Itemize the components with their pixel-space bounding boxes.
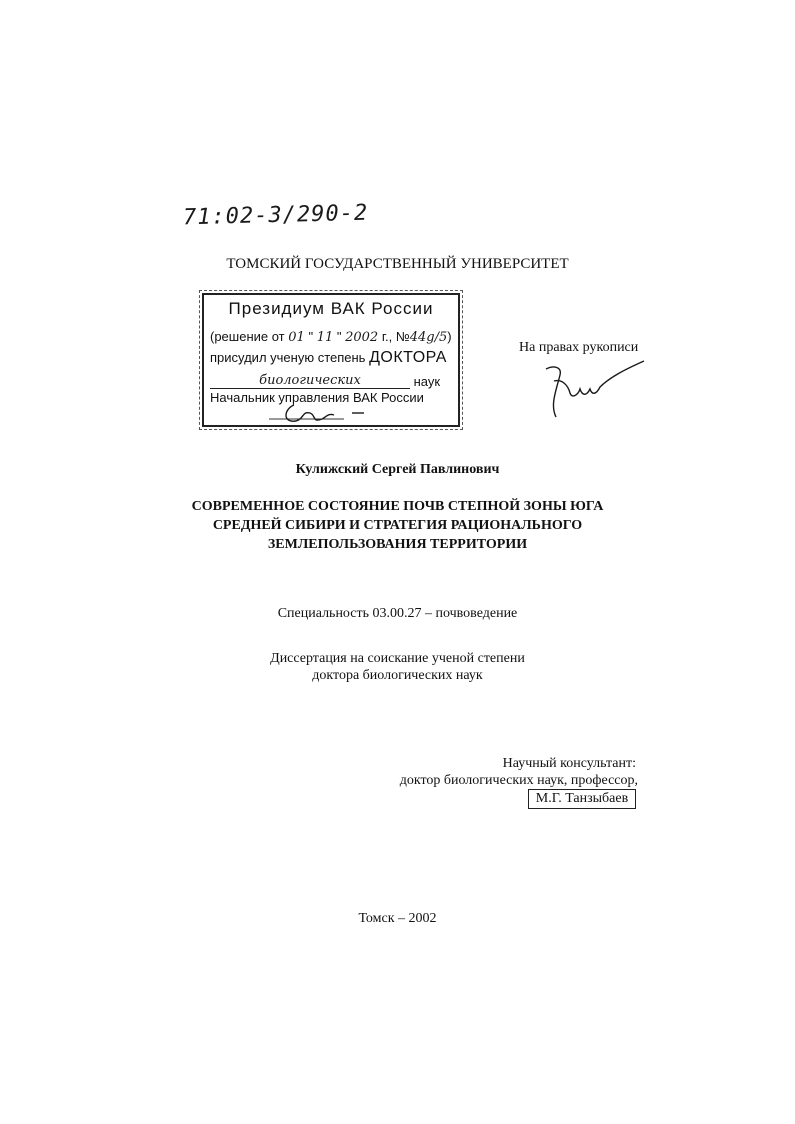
stamp-decision-line: (решение от 01 " 11 " 2002 г., №44g/5) (210, 329, 452, 345)
stamp-awarded-line (210, 349, 447, 367)
handwritten-signature (540, 355, 650, 425)
degree-line: Диссертация на соискание ученой степени (270, 651, 525, 666)
manuscript-rights-note: На правах рукописи (519, 340, 639, 355)
speciality: Специальность 03.00.27 – почвоведение (277, 606, 518, 621)
stamp-decision-number: 44g/5 (409, 330, 448, 345)
advisor-name: М.Г. Танзыбаев (528, 789, 636, 809)
dissertation-title (0, 497, 795, 554)
title-line: СОВРЕМЕННОЕ СОСТОЯНИЕ ПОЧВ СТЕПНОЙ ЗОНЫ ЮГА (191, 499, 604, 514)
stamp-decision-year: 2002 (345, 330, 379, 345)
stamp-decision-day: 01 (288, 330, 305, 345)
title-line: ЗЕМЛЕПОЛЬЗОВАНИЯ ТЕРРИТОРИИ (267, 537, 528, 552)
stamp-awarded-text: присудил ученую степень (210, 350, 366, 365)
stamp-signature (264, 399, 384, 425)
degree-line: доктора биологических наук (312, 668, 483, 683)
stamp-decision-month: 11 (316, 330, 334, 345)
university-name: ТОМСКИЙ ГОСУДАРСТВЕННЫЙ УНИВЕРСИТЕТ (226, 256, 569, 272)
stamp-degree: ДОКТОРА (369, 349, 447, 366)
stamp-decision-close: ) (447, 329, 452, 344)
stamp-head-line: Начальник управления ВАК России (210, 390, 424, 405)
degree-statement (0, 650, 795, 684)
advisor-role: Научный консультант: (502, 756, 636, 771)
title-line: СРЕДНЕЙ СИБИРИ И СТРАТЕГИЯ РАЦИОНАЛЬНОГО (212, 518, 583, 533)
author-name: Кулижский Сергей Павлинович (295, 462, 500, 477)
stamp-field-suffix: наук (413, 374, 441, 389)
vak-stamp (202, 293, 460, 427)
stamp-title: Президиум ВАК России (228, 299, 434, 318)
stamp-decision-prefix: (решение от (210, 329, 285, 344)
advisor-title: доктор биологических наук, профессор, (399, 773, 638, 788)
stamp-field-line (210, 372, 440, 389)
city-year: Томск – 2002 (358, 911, 437, 926)
stamp-field-handwritten: биологических (259, 373, 361, 388)
handwritten-shelfmark: 71:02-3/290-2 (182, 200, 369, 231)
stamp-decision-year-suffix: г., № (381, 329, 410, 344)
